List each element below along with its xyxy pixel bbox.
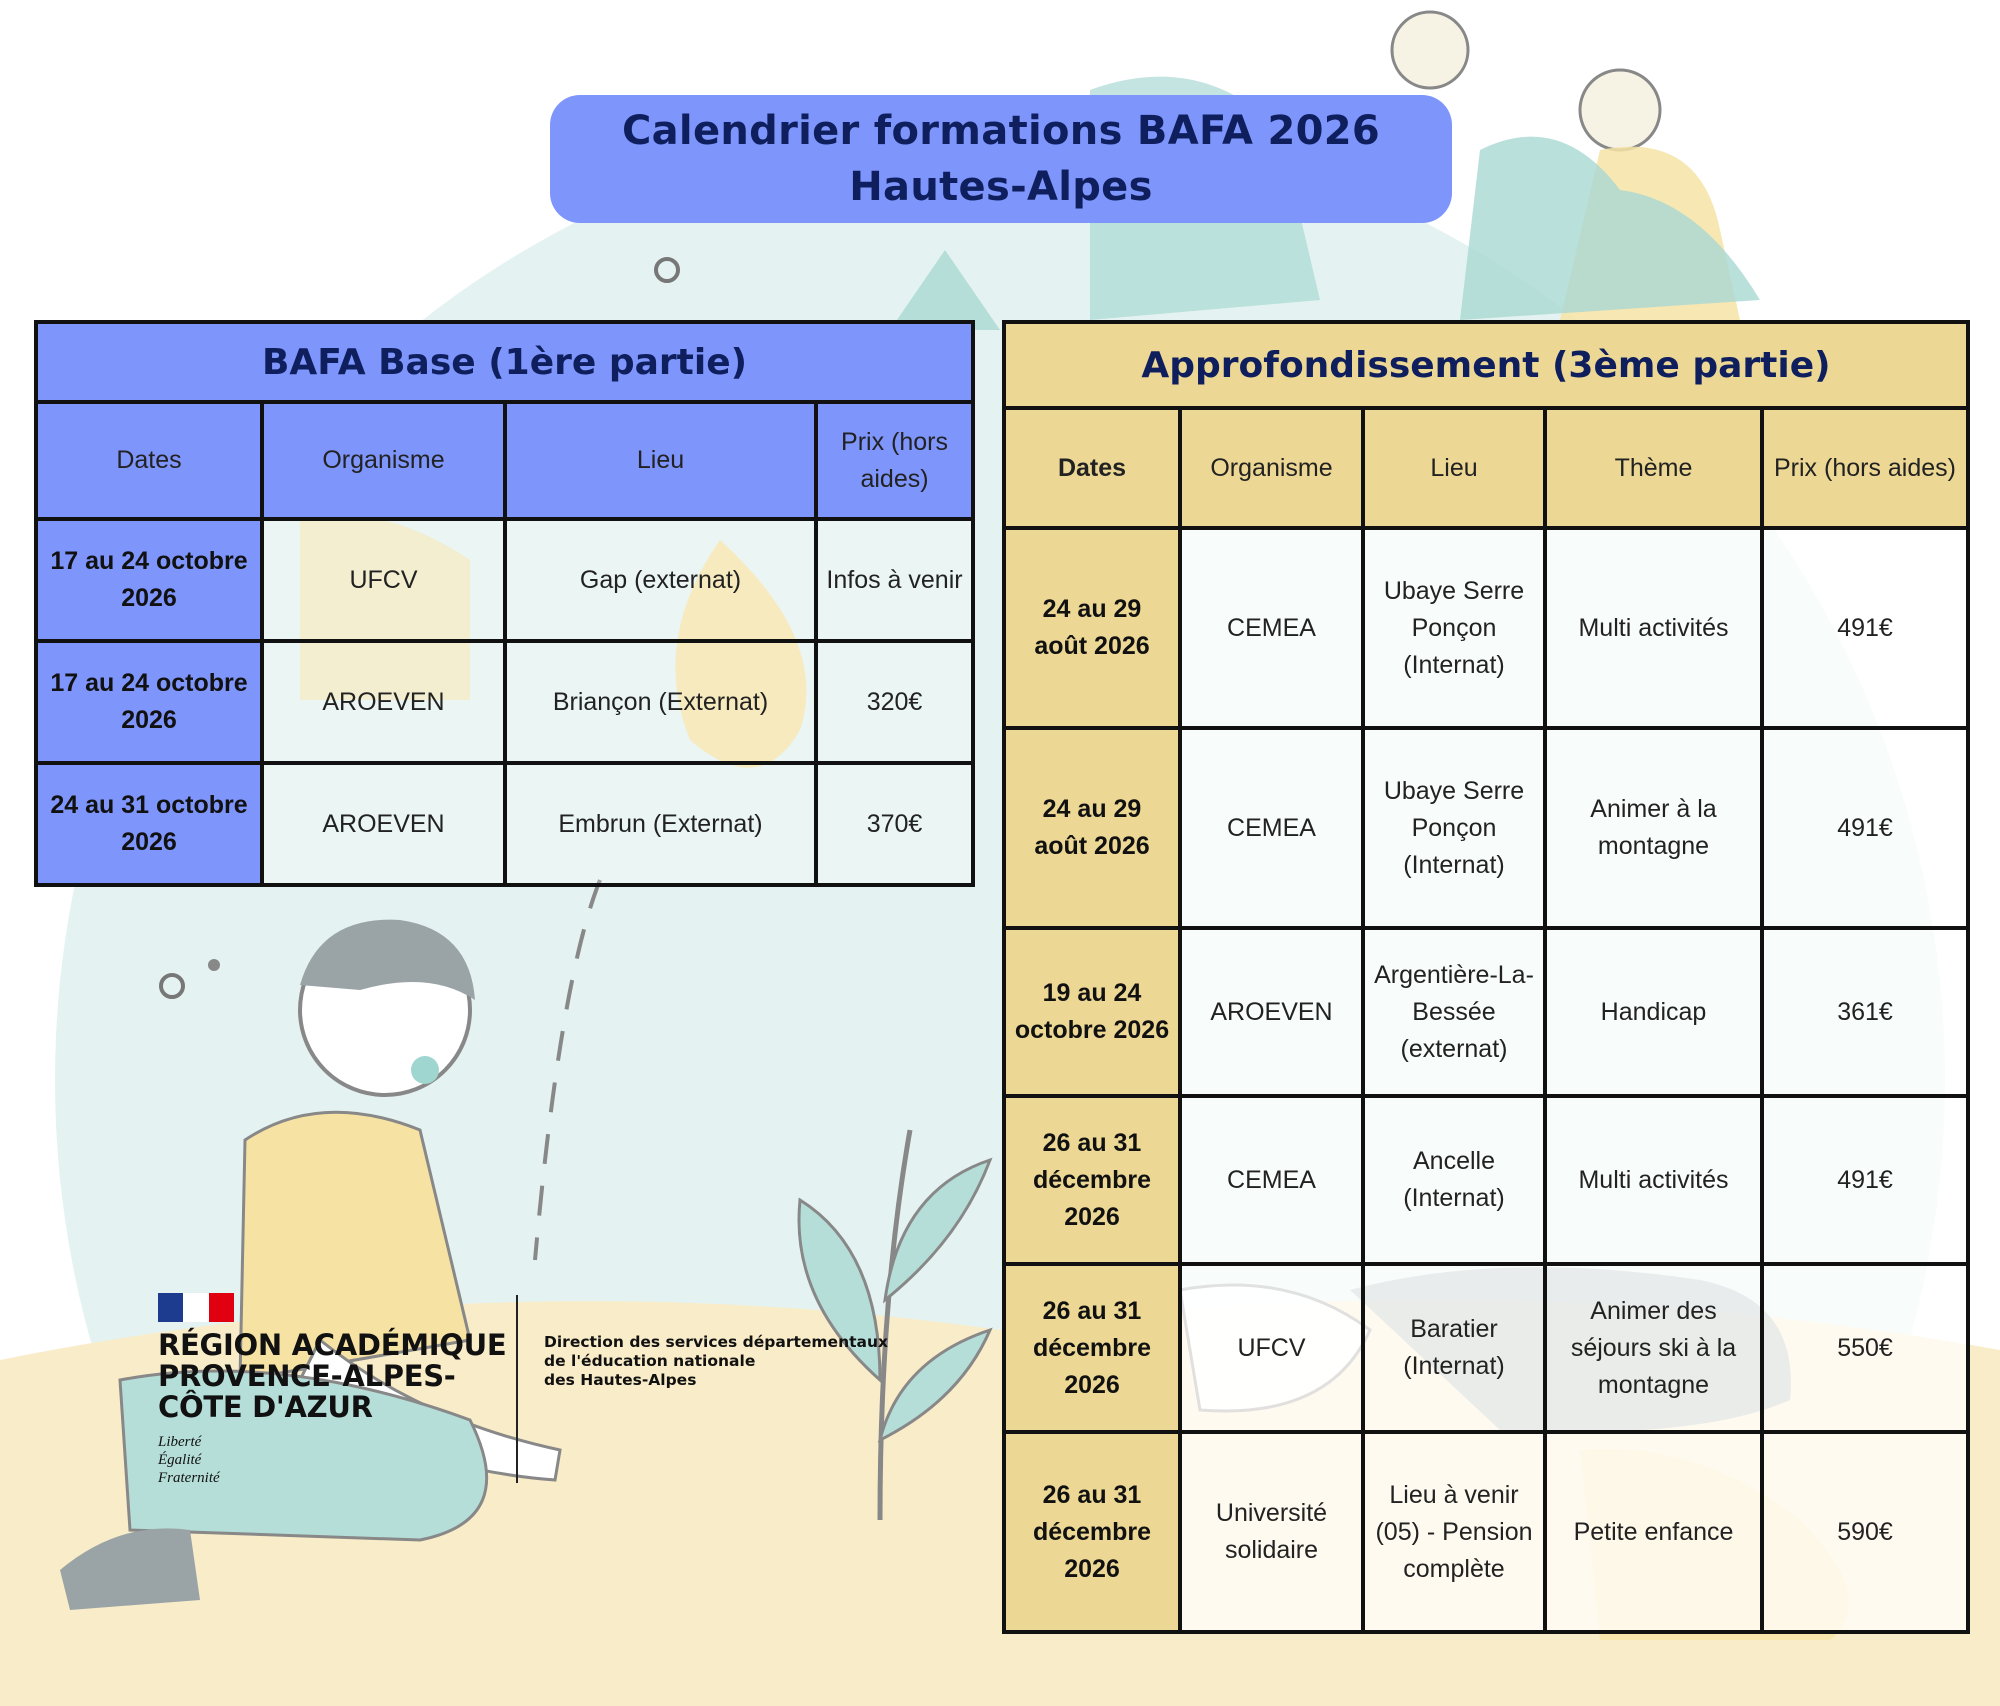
cell-lieu: Gap (externat) (505, 519, 816, 641)
header-lieu: Lieu (1363, 408, 1545, 528)
cell-organisme: UFCV (262, 519, 505, 641)
cell-dates: 19 au 24 octobre 2026 (1004, 928, 1180, 1096)
header-lieu: Lieu (505, 402, 816, 519)
cell-prix: 491€ (1762, 528, 1968, 728)
person-head (1580, 70, 1660, 150)
cell-lieu: Ubaye Serre Ponçon (Internat) (1363, 728, 1545, 928)
cell-organisme: AROEVEN (1180, 928, 1363, 1096)
cell-theme: Animer des séjours ski à la montagne (1545, 1264, 1762, 1432)
header-dates: Dates (36, 402, 262, 519)
boy-cheek (411, 1056, 439, 1084)
cell-prix: 491€ (1762, 1096, 1968, 1264)
cell-dates: 26 au 31 décembre 2026 (1004, 1432, 1180, 1632)
cell-lieu: Lieu à venir (05) - Pension complète (1363, 1432, 1545, 1632)
cell-dates: 26 au 31 décembre 2026 (1004, 1096, 1180, 1264)
header-prix: Prix (hors aides) (816, 402, 973, 519)
cell-organisme: AROEVEN (262, 763, 505, 885)
table-row (36, 763, 973, 885)
cell-prix: 590€ (1762, 1432, 1968, 1632)
cell-lieu: Baratier (Internat) (1363, 1264, 1545, 1432)
cell-lieu: Ancelle (Internat) (1363, 1096, 1545, 1264)
table-row (1004, 928, 1968, 1096)
header-organisme: Organisme (262, 402, 505, 519)
cell-prix: 370€ (816, 763, 973, 885)
cell-theme: Multi activités (1545, 1096, 1762, 1264)
table-row (36, 519, 973, 641)
table-row (1004, 728, 1968, 928)
cell-organisme: UFCV (1180, 1264, 1363, 1432)
page-title (550, 95, 1452, 223)
cell-organisme: CEMEA (1180, 1096, 1363, 1264)
cell-dates: 17 au 24 octobre 2026 (36, 519, 262, 641)
cell-lieu: Briançon (Externat) (505, 641, 816, 763)
cell-organisme: AROEVEN (262, 641, 505, 763)
cell-dates: 24 au 29 août 2026 (1004, 728, 1180, 928)
region-academique-logo (158, 1293, 506, 1487)
cell-prix: 361€ (1762, 928, 1968, 1096)
logo-divider (516, 1295, 518, 1483)
region-name: RÉGION ACADÉMIQUE PROVENCE-ALPES- CÔTE D'AZUR (158, 1328, 507, 1424)
cell-lieu: Argentière-La-Bessée (externat) (1363, 928, 1545, 1096)
republic-motto: Liberté Égalité Fraternité (158, 1434, 220, 1486)
appro-table-title: Approfondissement (3ème partie) (1004, 322, 1968, 408)
dsden-label: Direction des services départementaux de l'éducation nationale des Hautes-Alpes (544, 1333, 889, 1389)
header-theme: Thème (1545, 408, 1762, 528)
base-table-title: BAFA Base (1ère partie) (36, 322, 973, 402)
cell-dates: 17 au 24 octobre 2026 (36, 641, 262, 763)
table-row (1004, 1096, 1968, 1264)
cell-lieu: Embrun (Externat) (505, 763, 816, 885)
cell-theme: Animer à la montagne (1545, 728, 1762, 928)
cell-dates: 24 au 29 août 2026 (1004, 528, 1180, 728)
cell-theme: Handicap (1545, 928, 1762, 1096)
french-flag-icon (158, 1293, 234, 1322)
table-row (36, 641, 973, 763)
cell-prix: 550€ (1762, 1264, 1968, 1432)
cell-prix: 320€ (816, 641, 973, 763)
header-organisme: Organisme (1180, 408, 1363, 528)
title-line-2: Hautes-Alpes (849, 164, 1153, 210)
cell-lieu: Ubaye Serre Ponçon (Internat) (1363, 528, 1545, 728)
cell-theme: Petite enfance (1545, 1432, 1762, 1632)
bafa-base-table (34, 320, 975, 887)
header-prix: Prix (hors aides) (1762, 408, 1968, 528)
cell-dates: 26 au 31 décembre 2026 (1004, 1264, 1180, 1432)
cell-prix: 491€ (1762, 728, 1968, 928)
cell-theme: Multi activités (1545, 528, 1762, 728)
cell-prix: Infos à venir (816, 519, 973, 641)
header-dates: Dates (1004, 408, 1180, 528)
cell-organisme: Université solidaire (1180, 1432, 1363, 1632)
table-row (1004, 1432, 1968, 1632)
deco-circle (208, 959, 220, 971)
cell-organisme: CEMEA (1180, 528, 1363, 728)
table-row (1004, 528, 1968, 728)
cell-organisme: CEMEA (1180, 728, 1363, 928)
cell-dates: 24 au 31 octobre 2026 (36, 763, 262, 885)
table-row (1004, 1264, 1968, 1432)
title-line-1: Calendrier formations BAFA 2026 (621, 108, 1380, 154)
person-head (1392, 12, 1468, 88)
approfondissement-table (1002, 320, 1970, 1634)
